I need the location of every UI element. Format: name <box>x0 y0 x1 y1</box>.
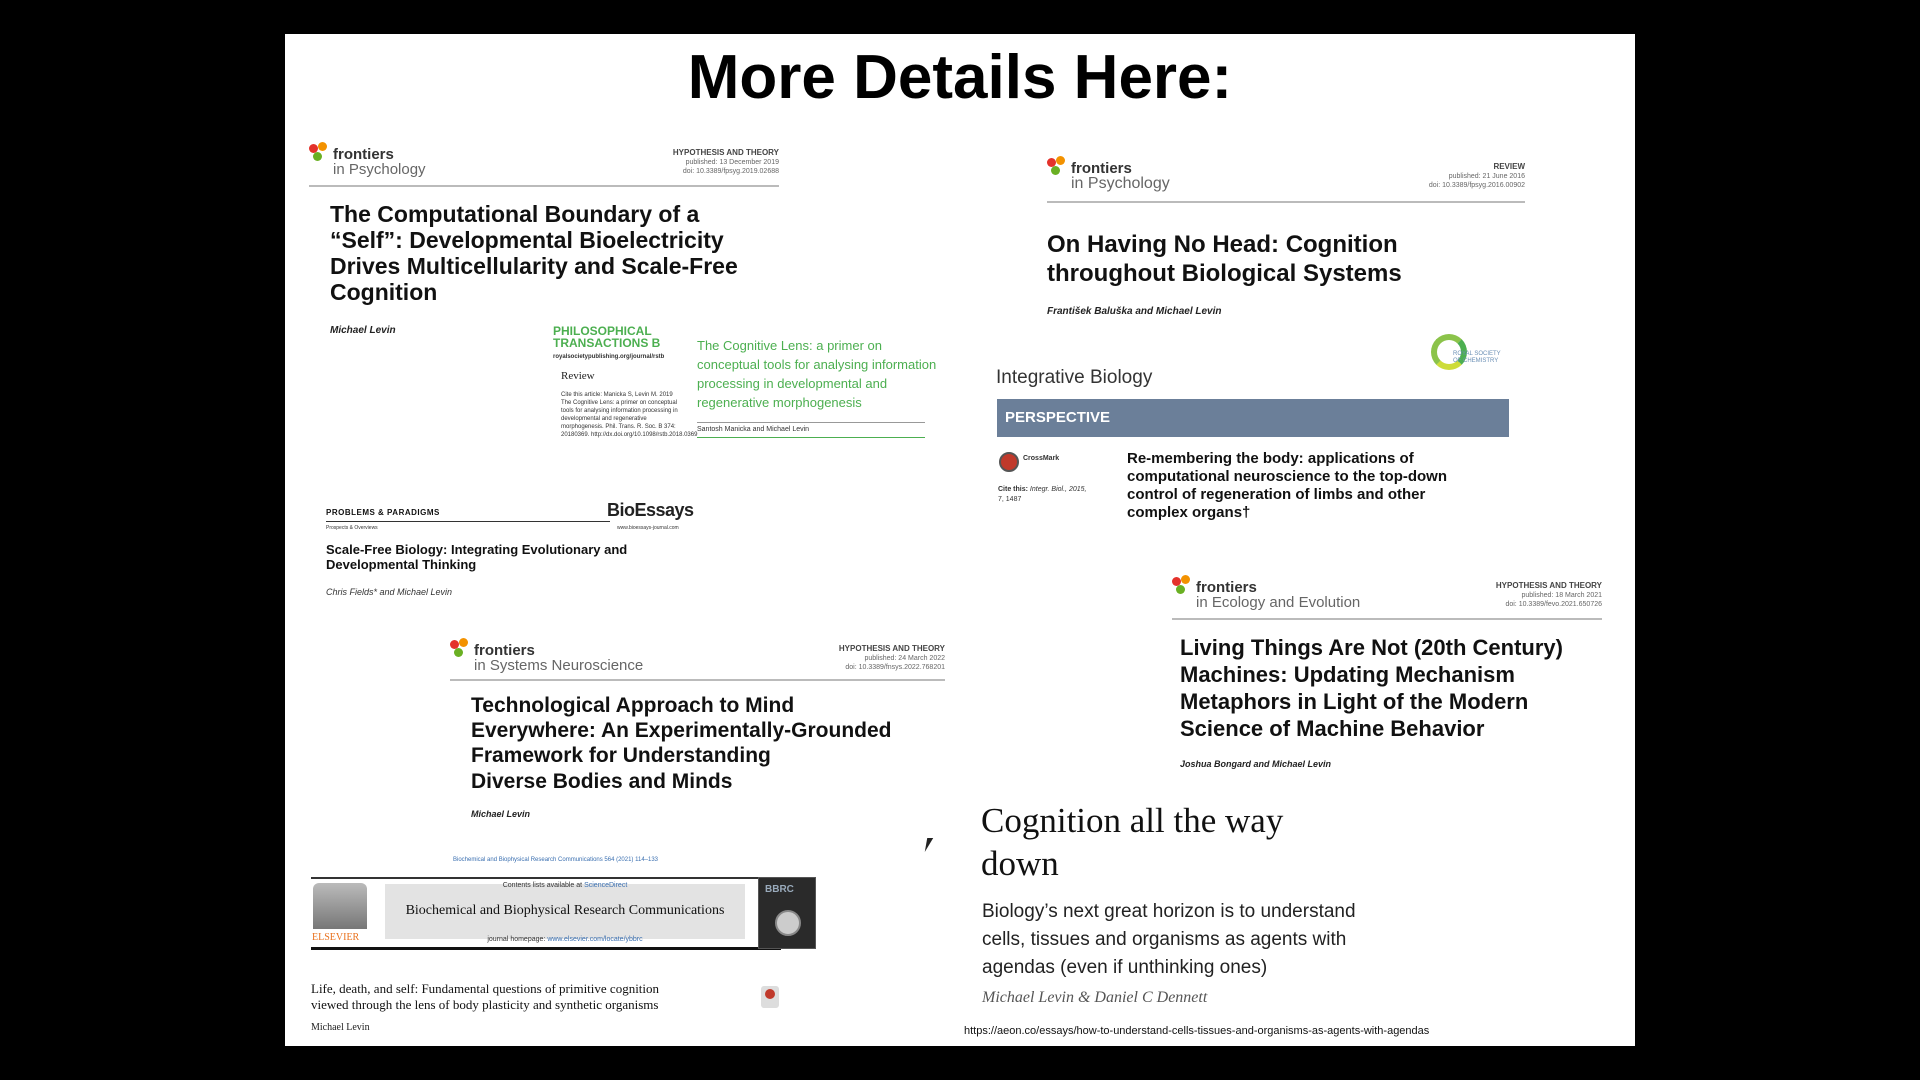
crossmark-icon[interactable] <box>999 452 1019 472</box>
bbrc-cover-disc-icon <box>775 910 801 936</box>
frontiers-brand: frontiers <box>474 642 535 659</box>
bbrc-cover: BBRC <box>758 877 816 949</box>
paper5-journal: Biochemical and Biophysical Research Communications <box>405 903 725 918</box>
crossmark-label: CrossMark <box>1023 455 1060 462</box>
paper4-authors: Michael Levin <box>471 809 531 819</box>
paper7-citation: Cite this: Integr. Biol., 2015, 7, 1487 <box>998 486 1087 503</box>
paper7-section: PERSPECTIVE <box>1005 409 1111 426</box>
frontiers-brand: frontiers <box>1196 579 1257 596</box>
essay-title: Cognition all the way down <box>981 801 1284 883</box>
paper5-header-top-rule <box>311 877 781 879</box>
rsc-logo-text: ROYAL SOCIETY OF CHEMISTRY <box>1453 351 1501 364</box>
essay-url[interactable]: https://aeon.co/essays/how-to-understand-cells-tissues-and-organisms-as-agents-with-agendas <box>964 1025 1430 1037</box>
article-meta: HYPOTHESIS AND THEORY published: 13 December 2019 doi: 10.3389/fpsyg.2019.02688 <box>672 148 779 175</box>
article-meta: REVIEW published: 21 June 2016 doi: 10.3389/fpsyg.2016.00902 <box>1428 162 1525 189</box>
paper3-rule <box>326 521 610 522</box>
paper1-header <box>309 142 779 187</box>
paper2-url: royalsocietypublishing.org/journal/rstb <box>553 354 665 360</box>
journal-name: in Ecology and Evolution <box>1196 594 1361 611</box>
paper7-section-bar <box>997 399 1509 437</box>
journal-name: in Psychology <box>333 161 426 178</box>
frontiers-brand: frontiers <box>1071 160 1132 177</box>
paper3-url: www.bioessays-journal.com <box>617 525 679 531</box>
header-rule <box>1172 618 1602 620</box>
paper8-authors: Joshua Bongard and Michael Levin <box>1180 759 1332 769</box>
paper6-title: On Having No Head: Cognition throughout Biological Systems <box>1047 231 1402 287</box>
paper3-title: Scale-Free Biology: Integrating Evolutionary and Developmental Thinking <box>326 542 628 572</box>
paper5-header-bottom-rule <box>311 947 781 950</box>
paper4-title: Technological Approach to Mind Everywhere: An Experimentally-Grounded Framework for Understanding Diverse Bodies and Minds <box>471 694 892 793</box>
paper5-authors: Michael Levin <box>311 1022 370 1033</box>
essay-authors: Michael Levin & Daniel C Dennett <box>982 989 1208 1006</box>
article-meta: HYPOTHESIS AND THEORY published: 18 March 2021 doi: 10.3389/fevo.2021.650726 <box>1495 581 1602 608</box>
paper7-title: Re-membering the body: applications of computational neuroscience to the top-down control of regeneration of limbs and other complex organs† <box>1127 450 1448 521</box>
slide-title: More Details Here: <box>687 43 1233 112</box>
paper2-section: Review <box>561 370 595 382</box>
slide <box>285 34 1635 1046</box>
paper1-title: The Computational Boundary of a “Self”: Developmental Bioelectricity Drives Multicellularity and Scale-Free Cognition <box>330 201 738 305</box>
paper1-authors: Michael Levin <box>330 325 396 336</box>
header-rule <box>1047 201 1525 203</box>
paper6-header <box>1047 156 1525 203</box>
frontiers-logo-icon <box>1047 156 1069 178</box>
paper8-header <box>1172 575 1602 620</box>
frontiers-logo-icon <box>450 638 472 660</box>
paper8-title: Living Things Are Not (20th Century) Machines: Updating Mechanism Metaphors in Light of the Modern Science of Machine Behavior <box>1180 635 1563 741</box>
paper3-subsection: Prospects & Overviews <box>326 525 378 531</box>
essay-subtitle: Biology’s next great horizon is to understand cells, tissues and organisms as agents with agendas (even if unthinking ones) <box>982 901 1356 978</box>
paper2-authors: Santosh Manicka and Michael Levin <box>697 422 925 438</box>
journal-name: in Systems Neuroscience <box>474 657 644 674</box>
header-rule <box>450 679 945 681</box>
elsevier-logo: ELSEVIER <box>312 932 360 943</box>
paper5-contents: Contents lists available at ScienceDirect <box>502 882 628 889</box>
header-rule <box>309 185 779 187</box>
paper6-authors: František Baluška and Michael Levin <box>1047 306 1222 317</box>
paper3-authors: Chris Fields* and Michael Levin <box>326 587 453 597</box>
paper3-section: PROBLEMS & PARADIGMS <box>326 508 440 517</box>
paper2-title: The Cognitive Lens: a primer on conceptual tools for analysing information processing in developmental and regenerative morphogenesis <box>697 338 937 410</box>
paper4-header <box>450 638 945 681</box>
check-for-updates-icon[interactable] <box>761 986 779 1008</box>
elsevier-tree-icon <box>313 883 367 929</box>
article-meta: HYPOTHESIS AND THEORY published: 24 March 2022 doi: 10.3389/fnsys.2022.768201 <box>838 644 945 671</box>
journal-name: in Psychology <box>1071 175 1170 192</box>
paper3-journal: BioEssays <box>607 500 694 520</box>
paper2-citation: Cite this article: Manicka S, Levin M. 2019 The Cognitive Lens: a primer on conceptual tools for analysing information processing in developmental and regenerative morphogenesis. Phil. Trans. R. Soc. B 374: 20180369. http://dx.doi.org/10.1098/rstb.2018.0369 <box>561 392 698 438</box>
paper2-journal: PHILOSOPHICAL TRANSACTIONS B <box>553 324 661 350</box>
frontiers-logo-icon <box>309 142 331 164</box>
frontiers-brand: frontiers <box>333 146 394 163</box>
frontiers-logo-icon <box>1172 575 1194 597</box>
paper5-title: Life, death, and self: Fundamental questions of primitive cognition viewed through the lens of body plasticity and synthetic organisms <box>311 981 660 1012</box>
paper5-citation: Biochemical and Biophysical Research Communications 564 (2021) 114–133 <box>453 857 659 863</box>
paper5-homepage: journal homepage: www.elsevier.com/locate/ybbrc <box>487 936 643 943</box>
paper7-journal: Integrative Biology <box>996 367 1153 388</box>
